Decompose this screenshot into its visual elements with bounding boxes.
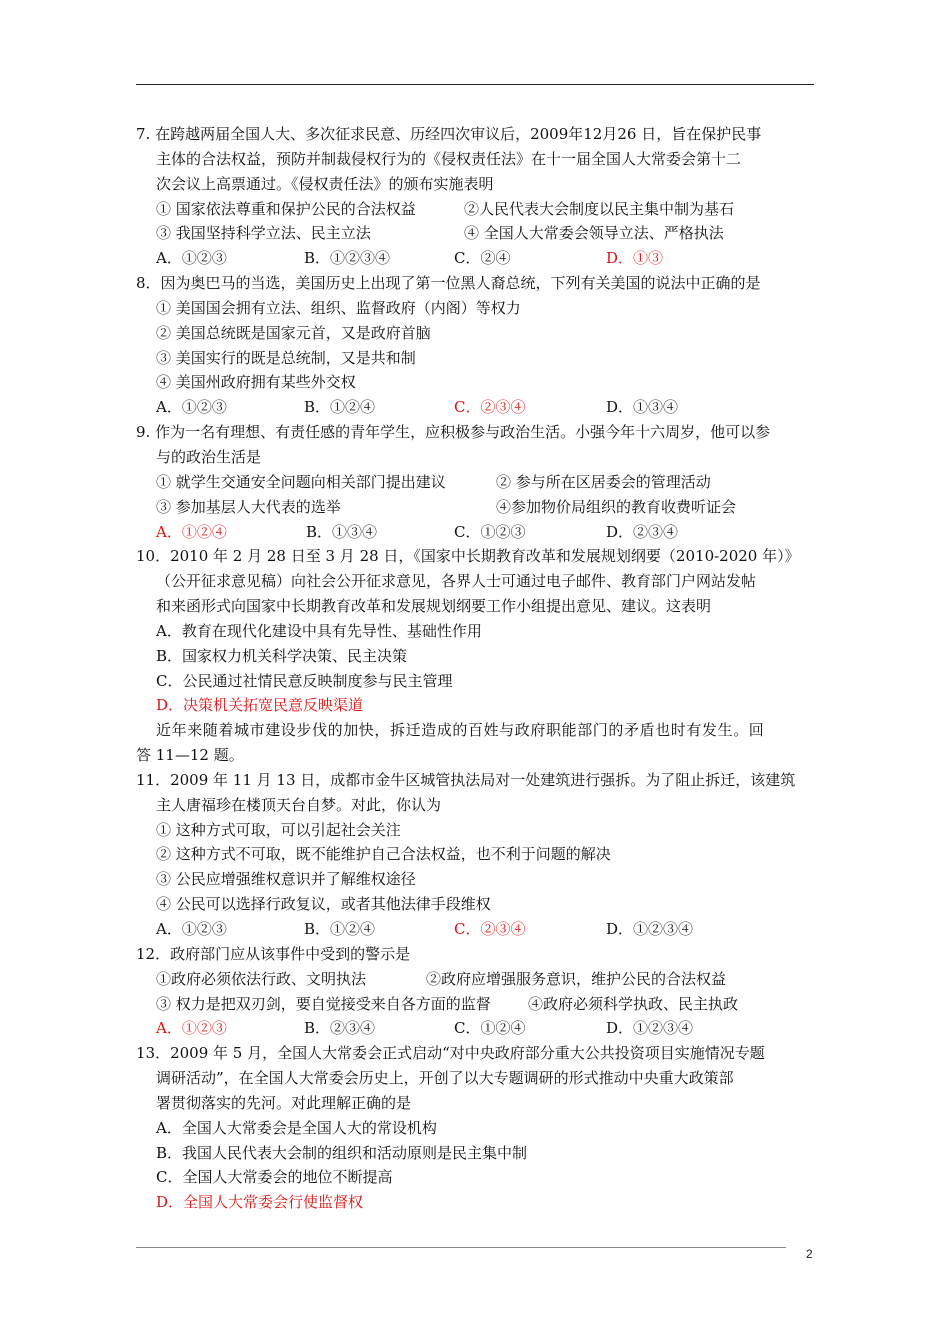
statement-item: ④ 公民可以选择行政复议，或者其他法律手段维权: [156, 895, 491, 914]
statement-item: ② 美国总统既是国家元首，又是政府首脑: [156, 323, 431, 342]
statement-item: ②政府应增强服务意识，维护公民的合法权益: [426, 969, 727, 988]
statement-item: ④政府必须科学执政、民主执政: [528, 994, 739, 1013]
option-c: C．全国人大常委会的地位不断提高: [156, 1168, 393, 1187]
option-d-answer: D．①③: [606, 249, 664, 268]
statement-item: ④ 美国州政府拥有某些外交权: [156, 373, 356, 392]
option-b: B．②③④: [304, 1019, 376, 1038]
question-text: 署贯彻落实的先河。对此理解正确的是: [156, 1093, 412, 1112]
question-text: 和来函形式向国家中长期教育改革和发展规划纲要工作小组提出意见、建议。这表明: [156, 597, 712, 616]
statement-item: ③ 美国实行的既是总统制，又是共和制: [156, 348, 416, 367]
option-b: B．①②④: [304, 920, 376, 938]
question-text: 11．2009 年 11 月 13 日，成都市金牛区城管执法局对一处建筑进行强拆。为了阻止拆迁，该建筑: [136, 770, 796, 789]
question-text: 次会议上高票通过。《侵权责任法》的颁布实施表明: [156, 174, 494, 193]
option-c: C．①②③: [454, 522, 526, 541]
question-text: 8．因为奥巴马的当选，美国历史上出现了第一位黑人裔总统，下列有关美国的说法中正确的是: [136, 274, 761, 293]
question-12: [136, 942, 826, 1041]
question-text: 与的政治生活是: [156, 447, 262, 466]
statement-item: ②人民代表大会制度以民主集中制为基石: [464, 199, 735, 218]
statement-item: ③ 我国坚持科学立法、民主立法: [156, 224, 371, 243]
option-a: A．①②③: [156, 920, 227, 938]
option-a: A．全国人大常委会是全国人大的常设机构: [156, 1118, 437, 1137]
option-d: D．①②③④: [606, 920, 694, 938]
statement-item: ② 这种方式不可取，既不能维护自己合法权益，也不利于问题的解决: [156, 845, 611, 864]
intro-text: 答 11—12 题。: [136, 746, 244, 765]
option-d-answer: D．决策机关拓宽民意反映渠道: [156, 696, 364, 715]
option-a: A．教育在现代化建设中具有先导性、基础性作用: [156, 621, 482, 640]
statement-item: ④ 全国人大常委会领导立法、严格执法: [464, 224, 724, 243]
question-9: [136, 420, 826, 544]
option-a: A．①②③: [156, 249, 227, 268]
question-text: 9. 作为一名有理想、有责任感的青年学生，应积极参与政治生活。小强今年十六周岁，他可以参: [136, 423, 771, 442]
statement-item: ④参加物价局组织的教育收费听证会: [496, 497, 737, 516]
option-d: D．①③④: [606, 398, 679, 417]
question-7: [136, 122, 826, 271]
option-b: B．国家权力机关科学决策、民主决策: [156, 646, 408, 665]
question-11: [136, 768, 826, 942]
question-text: 12．政府部门应从该事件中受到的警示是: [136, 944, 411, 963]
question-text: 10．2010 年 2 月 28 日至 3 月 28 日，《国家中长期教育改革和发展规划纲要（2010-2020 年）》: [136, 547, 800, 566]
option-b: B．①②④: [304, 398, 376, 417]
option-a: A．①②③: [156, 398, 227, 417]
statement-item: ①政府必须依法行政、文明执法: [156, 969, 367, 988]
intro-text: 近年来随着城市建设步伐的加快，拆迁造成的百姓与政府职能部门的矛盾也时有发生。回: [156, 721, 765, 740]
option-b: B．①②③④: [304, 249, 391, 268]
question-text: 13．2009 年 5 月，全国人大常委会正式启动“对中央政府部分重大公共投资项目实施情况专题: [136, 1044, 765, 1063]
statement-item: ① 美国国会拥有立法、组织、监督政府（内阁）等权力: [156, 298, 521, 317]
question-text: 主体的合法权益，预防并制裁侵权行为的《侵权责任法》在十一届全国人大常委会第十二: [156, 149, 742, 168]
exam-content: [136, 122, 826, 1215]
question-text: 7. 在跨越两届全国人大、多次征求民意、历经四次审议后，2009年12月26 日，旨在保护民事: [136, 125, 762, 143]
question-text: 调研活动”，在全国人大常委会历史上，开创了以大专题调研的形式推动中央重大政策部: [156, 1069, 734, 1088]
question-13: [136, 1041, 826, 1215]
question-10: [136, 544, 826, 718]
question-text: （公开征求意见稿）向社会公开征求意见，各界人士可通过电子邮件、教育部门户网站发帖: [156, 572, 757, 591]
option-d: D．②③④: [606, 522, 679, 541]
option-d: D．①②③④: [606, 1019, 694, 1038]
option-d-answer: D．全国人大常委会行使监督权: [156, 1193, 364, 1212]
option-c-answer: C．②③④: [454, 398, 526, 417]
footer-rule: [136, 1247, 786, 1248]
option-a-answer: A．①②④: [156, 522, 227, 541]
option-b: B．我国人民代表大会制的组织和活动原则是民主集中制: [156, 1143, 528, 1162]
option-a-answer: A．①②③: [156, 1019, 227, 1038]
option-c: C．②④: [454, 249, 511, 268]
statement-item: ② 参与所在区居委会的管理活动: [496, 472, 711, 491]
question-text: 主人唐福珍在楼顶天台自梦。对此，你认为: [156, 795, 442, 814]
passage-intro: [136, 718, 826, 768]
statement-item: ③ 参加基层人大代表的选举: [156, 497, 341, 516]
option-c: C．①②④: [454, 1019, 526, 1038]
option-c-answer: C．②③④: [454, 920, 526, 938]
question-8: [136, 271, 826, 420]
page-number: 2: [806, 1247, 813, 1261]
option-c: C．公民通过社情民意反映制度参与民主管理: [156, 671, 453, 690]
statement-item: ① 国家依法尊重和保护公民的合法权益: [156, 199, 416, 218]
statement-item: ① 这种方式可取，可以引起社会关注: [156, 820, 401, 839]
option-b: B．①③④: [306, 522, 378, 541]
statement-item: ③ 权力是把双刃剑，要自觉接受来自各方面的监督: [156, 994, 491, 1013]
header-rule: [136, 84, 814, 85]
statement-item: ③ 公民应增强维权意识并了解维权途径: [156, 870, 416, 889]
statement-item: ① 就学生交通安全问题向相关部门提出建议: [156, 472, 446, 491]
